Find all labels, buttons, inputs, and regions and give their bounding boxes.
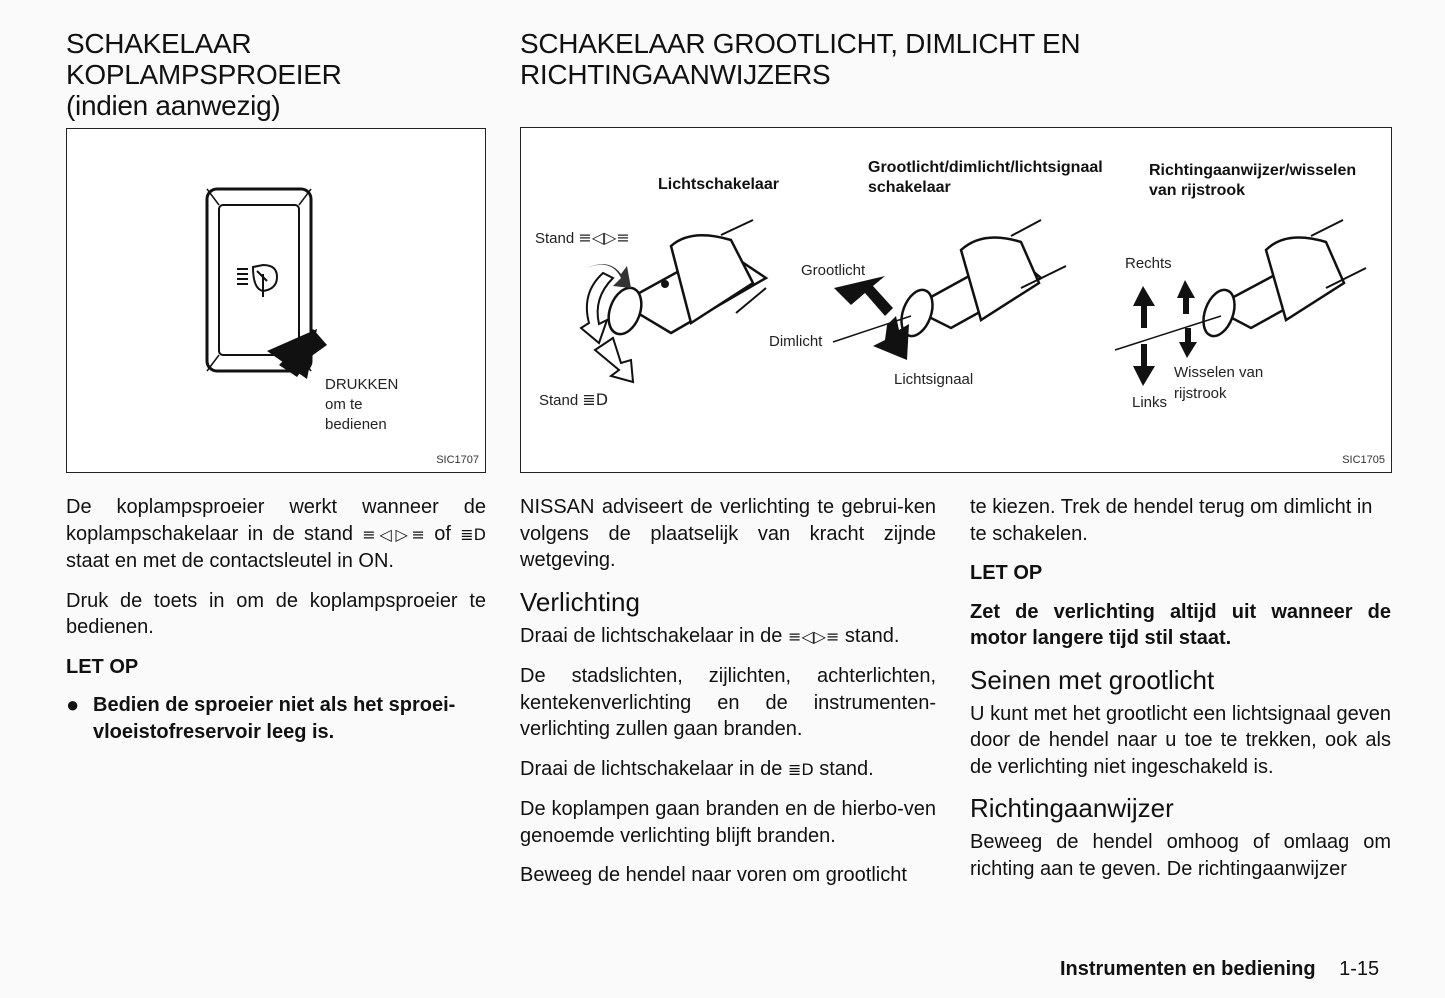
footer-page: 1-15: [1339, 958, 1380, 980]
links-arrow-small: [1179, 328, 1197, 358]
parking-light-icon-inline: ≡◁▷≡: [362, 524, 425, 544]
col1-p1: NISSAN adviseert de verlichting te gebrui-ken volgens de plaatselijk van kracht zijnde wetgeving.: [520, 496, 936, 571]
rechts-arrow-small: [1177, 280, 1195, 314]
col1-p4: [520, 756, 936, 784]
wisselen-line1: Wisselen van: [1174, 364, 1264, 381]
col1-p4-b: stand.: [819, 757, 874, 780]
header3-line1: Richtingaanwijzer/wisselen: [1149, 162, 1357, 179]
col1-p4-a: Draai de lichtschakelaar in de: [520, 757, 783, 780]
col1-p2-b: stand.: [844, 624, 900, 647]
press-label-line2: om te: [325, 396, 363, 413]
grootlicht-arrow: [834, 276, 893, 316]
label-grootlicht: Grootlicht: [801, 262, 866, 279]
footer: [1060, 958, 1379, 981]
label-links: Links: [1132, 394, 1168, 411]
press-label: [325, 375, 398, 435]
headlight-icon: ≣D: [582, 390, 609, 409]
col1-p5: De koplampen gaan branden en de hierbo-ven genoemde verlichting blijft branden.: [520, 798, 936, 847]
col2-p1: te kiezen. Trek de hendel terug om dimlicht in te schakelen.: [970, 496, 1373, 545]
right-title-line1: SCHAKELAAR GROOTLICHT, DIMLICHT EN: [520, 28, 1081, 59]
press-label-line1: DRUKKEN: [325, 376, 399, 393]
left-title-line3: (indien aanwezig): [66, 90, 281, 121]
left-para1: [66, 494, 486, 575]
light-switch-figure: [520, 127, 1392, 473]
left-para1-of: of: [434, 522, 451, 545]
rotate-arrow-bottom: [595, 338, 633, 382]
left-para1-b: staat en met de contactsleutel in ON.: [66, 550, 394, 572]
wisselen-line2: rijstrook: [1174, 385, 1227, 402]
parking-light-icon: ≡◁▷≡: [578, 228, 630, 247]
left-title-line2: KOPLAMPSPROEIER: [66, 59, 342, 90]
figure-code-right: SIC1705: [1342, 454, 1385, 466]
right-title: [520, 28, 1400, 90]
headlight-icon-col1: ≣D: [787, 759, 814, 779]
label-lichtsignaal: Lichtsignaal: [894, 371, 974, 388]
col2-sub-seinen: Seinen met grootlicht: [970, 664, 1215, 695]
left-bullet: [66, 692, 486, 745]
rotate-arrow-top: [581, 273, 613, 343]
left-title-line1: SCHAKELAAR: [66, 28, 252, 59]
stand-top-text: Stand: [535, 230, 575, 247]
left-letop: LET OP: [66, 655, 139, 678]
header-lichtschakelaar: Lichtschakelaar: [658, 176, 779, 193]
col2-warning: Zet de verlichting altijd uit wanneer de motor langere tijd stil staat.: [970, 600, 1391, 649]
washer-switch-figure: [66, 128, 486, 473]
right-title-line2: RICHTINGAANWIJZERS: [520, 59, 831, 90]
left-column-text: [66, 494, 486, 745]
header3-line2: van rijstrook: [1149, 182, 1246, 199]
left-para2: Druk de toets in om de koplampsproeier te bedienen.: [66, 589, 486, 638]
col2-p2: U kunt met het grootlicht een lichtsignaal geven door de hendel naar u toe te trekken, ook als de verlichting niet ingeschakeld is.: [970, 702, 1391, 778]
col1-p2: [520, 623, 936, 651]
stand-bottom-text: Stand: [539, 392, 579, 409]
washer-switch-illustration: [67, 129, 485, 472]
col2-sub-richting: Richtingaanwijzer: [970, 793, 1174, 823]
header2-line2: schakelaar: [868, 179, 951, 196]
stalk-grootlicht: [896, 220, 1066, 340]
parking-light-icon-col1: ≡◁▷≡: [787, 626, 840, 646]
header2-line1: Grootlicht/dimlicht/lichtsignaal: [868, 159, 1103, 176]
col2-p3: Beweeg de hendel omhoog of omlaag om richting aan te geven. De richtingaanwijzer: [970, 831, 1391, 880]
stalk-illustrations: [521, 128, 1391, 472]
footer-section: Instrumenten en bediening: [1060, 958, 1316, 980]
label-stand-top: [535, 228, 630, 247]
right-column-2: [970, 494, 1391, 895]
figure-code: SIC1707: [436, 454, 479, 466]
label-stand-bottom: [539, 390, 608, 409]
label-dimlicht: Dimlicht: [769, 333, 823, 350]
left-bullet-text: Bedien de sproeier niet als het sproei-vloeistofreservoir leeg is.: [93, 694, 456, 743]
col1-p6: Beweeg de hendel naar voren om grootlicht: [520, 864, 907, 886]
stalk-richtingaanwijzer: [1198, 220, 1366, 340]
col1-p3: De stadslichten, zijlichten, achterlichten, kentekenverlichting en de instrumenten-verlichting zullen gaan branden.: [520, 665, 936, 740]
left-para1-a: De koplampsproeier werkt wanneer de koplampschakelaar in de stand: [66, 496, 486, 545]
links-arrow-large: [1133, 344, 1155, 386]
turn-leader: [1115, 316, 1221, 350]
col1-p2-a: Draai de lichtschakelaar in de: [520, 624, 783, 647]
rechts-arrow-large: [1133, 286, 1155, 328]
left-title: [66, 28, 486, 121]
col2-letop: LET OP: [970, 562, 1043, 584]
label-wisselen: [1174, 362, 1263, 404]
switch-button: [219, 205, 299, 355]
headlight-icon-inline: ≣D: [460, 524, 486, 544]
bullet-dot: ●: [66, 692, 80, 717]
press-label-line3: bedienen: [325, 416, 387, 433]
col1-sub-verlichting: Verlichting: [520, 586, 640, 617]
label-rechts: Rechts: [1125, 255, 1172, 272]
right-column-1: [520, 494, 936, 902]
